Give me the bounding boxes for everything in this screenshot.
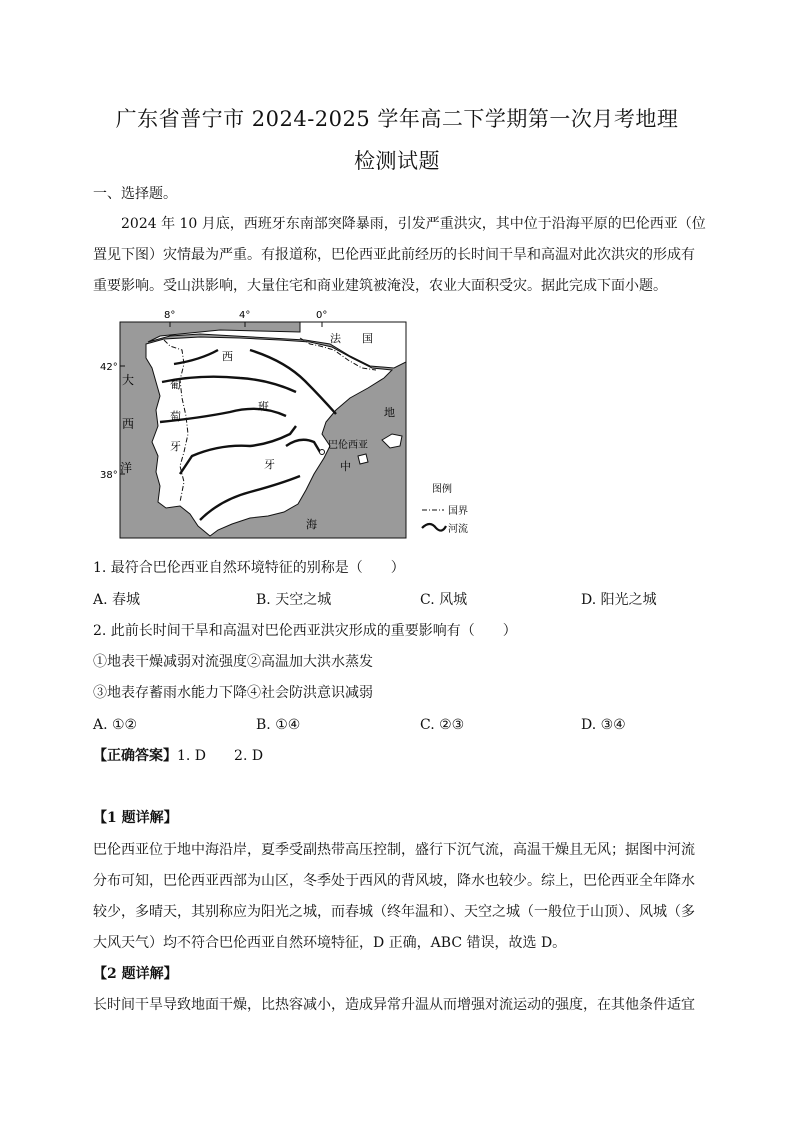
question-2-stem: 2. 此前长时间干旱和高温对巴伦西亚洪灾形成的重要影响有（ ） bbox=[93, 623, 517, 639]
answer-label: 【正确答案】 bbox=[93, 748, 177, 764]
detail-1-line-4: 大风天气）均不符合巴伦西亚自然环境特征，D 正确，ABC 错误，故选 D。 bbox=[93, 935, 567, 951]
question-1-stem: 1. 最符合巴伦西亚自然环境特征的别称是（ ） bbox=[93, 560, 405, 576]
map-legend-river-label: 河流 bbox=[448, 524, 468, 535]
map-island-ibiza bbox=[358, 454, 368, 464]
map-lon-4: 4° bbox=[239, 310, 251, 321]
intro-line-1: 2024 年 10 月底，西班牙东南部突降暴雨，引发严重洪灾，其中位于沿海平原的巴伦西亚（位 bbox=[121, 216, 706, 232]
page-title-line1: 广东省普宁市 2024-2025 学年高二下学期第一次月考地理 bbox=[115, 107, 679, 131]
detail-2-line-1: 长时间干旱导致地面干燥，比热容减小，造成异常升温从而增强对流运动的强度，在其他条件适宜 bbox=[93, 997, 695, 1013]
intro-line-2: 置见下图）灾情最为严重。有报道称，巴伦西亚此前经历的长时间干旱和高温对此次洪灾的形成有 bbox=[93, 247, 695, 263]
map-label-sea-1: 地 bbox=[384, 406, 395, 419]
map-label-spain-1: 西 bbox=[222, 350, 233, 363]
map-city-valencia-dot bbox=[320, 450, 325, 455]
map-legend-river-sample bbox=[422, 524, 446, 531]
iberia-map bbox=[100, 306, 480, 542]
q2-item-line-2: ③地表存蓄雨水能力下降④社会防洪意识减弱 bbox=[93, 685, 373, 701]
map-label-sea-3: 海 bbox=[306, 518, 317, 531]
map-label-portugal-2: 萄 bbox=[170, 410, 181, 423]
detail-1-line-3: 较少，多晴天，其别称应为阳光之城，而春城（终年温和）、天空之城（一般位于山顶）、风城（多 bbox=[93, 904, 695, 920]
detail-1-line-2: 分布可知，巴伦西亚西部为山区，冬季处于西风的背风坡，降水也较少。综上，巴伦西亚全年降水 bbox=[93, 873, 695, 889]
map-label-france-2: 国 bbox=[362, 332, 373, 345]
page-title-line2: 检测试题 bbox=[354, 149, 440, 173]
q2-item-line-1: ①地表干燥减弱对流强度②高温加大洪水蒸发 bbox=[93, 654, 373, 670]
map-label-ocean-2: 西 bbox=[122, 417, 135, 431]
map-label-spain-2: 班 bbox=[258, 400, 269, 413]
detail-1-heading: 【1 题详解】 bbox=[93, 810, 178, 826]
map-label-ocean-3: 洋 bbox=[120, 461, 133, 475]
q2-option-b[interactable]: B. ①④ bbox=[256, 717, 301, 733]
map-lon-8: 8° bbox=[164, 310, 176, 321]
map-lat-42: 42° bbox=[100, 362, 118, 373]
map-legend-title: 图例 bbox=[432, 484, 452, 495]
answer-line bbox=[93, 746, 703, 766]
detail-1-line-1: 巴伦西亚位于地中海沿岸，夏季受副热带高压控制，盛行下沉气流，高温干燥且无风；据图中河流 bbox=[93, 842, 695, 858]
map-label-portugal-1: 葡 bbox=[170, 378, 181, 391]
map-lon-0: 0° bbox=[316, 310, 328, 321]
map-legend-border-label: 国界 bbox=[448, 506, 468, 517]
intro-line-3: 重要影响。受山洪影响，大量住宅和商业建筑被淹没，农业大面积受灾。据此完成下面小题。 bbox=[93, 278, 667, 294]
q1-option-a[interactable]: A. 春城 bbox=[93, 592, 141, 608]
answer-values: 1. D 2. D bbox=[177, 748, 264, 764]
detail-2-heading: 【2 题详解】 bbox=[93, 966, 178, 982]
q1-option-c[interactable]: C. 风城 bbox=[420, 592, 468, 608]
map-label-france-1: 法 bbox=[330, 332, 341, 345]
map-label-spain-3: 牙 bbox=[264, 458, 275, 471]
q1-option-d[interactable]: D. 阳光之城 bbox=[581, 592, 657, 608]
q2-option-d[interactable]: D. ③④ bbox=[581, 717, 626, 733]
section-heading: 一、选择题。 bbox=[93, 186, 177, 202]
map-label-ocean-1: 大 bbox=[122, 373, 135, 387]
map-label-valencia: 巴伦西亚 bbox=[328, 440, 368, 451]
q1-option-b[interactable]: B. 天空之城 bbox=[256, 592, 332, 608]
q2-option-a[interactable]: A. ①② bbox=[93, 717, 138, 733]
q2-option-c[interactable]: C. ②③ bbox=[420, 717, 465, 733]
map-label-portugal-3: 牙 bbox=[170, 440, 181, 453]
map-label-sea-2: 中 bbox=[340, 460, 351, 473]
map-lat-38: 38° bbox=[100, 470, 118, 481]
